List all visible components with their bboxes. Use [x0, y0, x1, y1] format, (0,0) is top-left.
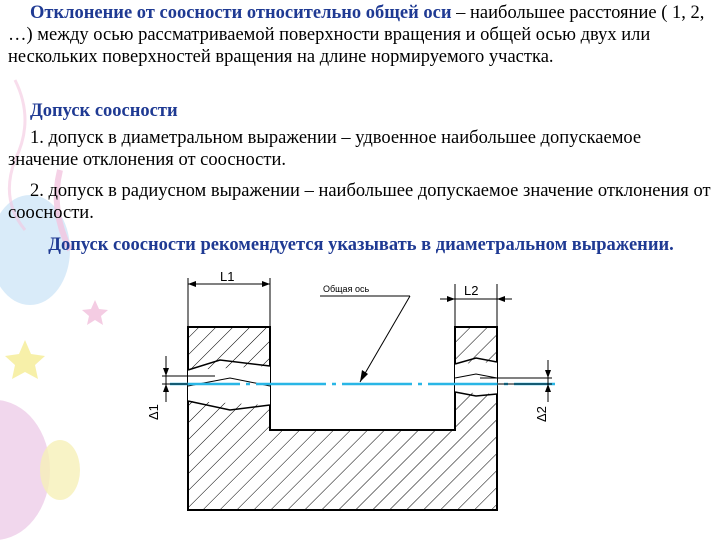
dimension-arrow [262, 281, 270, 287]
list-item-text: 2. допуск в радиусном выражении – наибольшее допускаемое значение отклонения от соосности. [8, 181, 711, 223]
dimension-arrow [163, 384, 169, 392]
star-decoration [5, 340, 45, 379]
dimension-arrow [545, 370, 551, 378]
list-item [8, 180, 714, 224]
bore-left [188, 366, 270, 405]
label-l2: L2 [464, 283, 479, 298]
list-item [8, 127, 714, 171]
label-delta2: Δ2 [534, 406, 549, 422]
star-decoration [82, 300, 108, 325]
recommendation-text: Допуск соосности рекомендуется указывать в диаметральном выражении. [48, 235, 674, 255]
dimension-arrow [163, 368, 169, 376]
leader-line [360, 296, 410, 382]
label-l1: L1 [220, 270, 235, 284]
definition-body: – наибольшее расстояние ( 1, 2, …) между осью рассматриваемой поверхности вращения и общей осью двух или нескольких поверхностей вращения на длине нормируемого участка. [8, 3, 705, 67]
definition-paragraph [8, 2, 714, 68]
dimension-arrow [188, 281, 196, 287]
part-body [188, 327, 497, 510]
list-item-text: 1. допуск в диаметральном выражении – удвоенное наибольшее допускаемое значение отклонения от соосности. [8, 128, 642, 170]
label-delta1: Δ1 [146, 404, 161, 420]
dimension-arrow [497, 296, 505, 302]
definition-term: Отклонение от соосности относительно общей оси [30, 3, 452, 23]
section-heading: Допуск соосности [30, 101, 178, 121]
label-common-axis: Общая ось [323, 284, 370, 294]
coaxiality-drawing [120, 270, 720, 540]
dimension-arrow [447, 296, 455, 302]
balloon-decoration [40, 440, 80, 500]
leader-arrow [360, 370, 368, 382]
